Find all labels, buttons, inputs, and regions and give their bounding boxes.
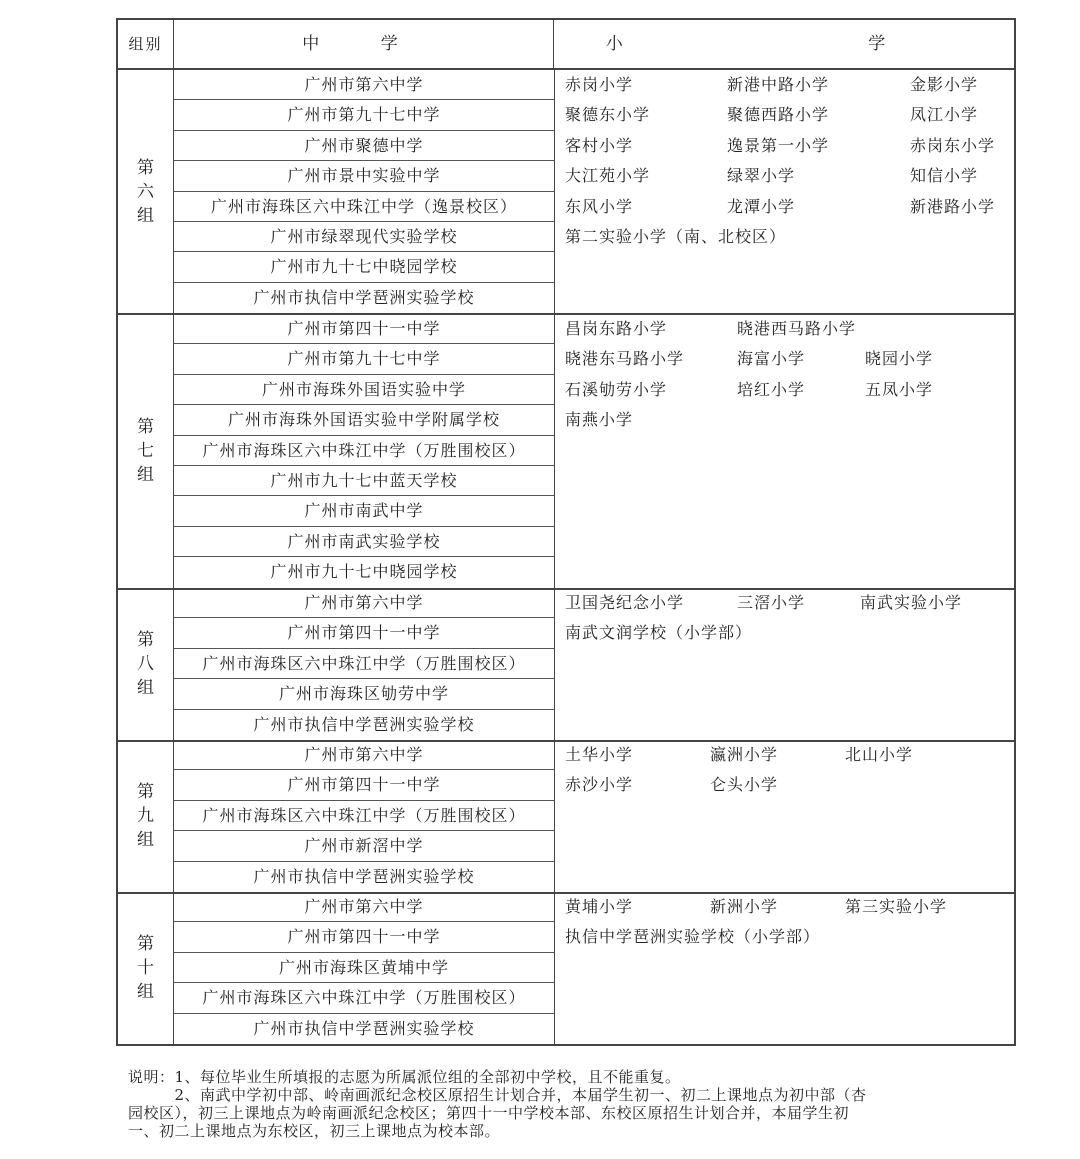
- primary-school-list: [555, 314, 1014, 588]
- note-line: 园校区），初三上课地点为岭南画派纪念校区；第四十一中学校本部、东校区原招生计划合并，本届学生初: [128, 1104, 850, 1122]
- primary-school-row: [555, 161, 1014, 191]
- primary-school: 昌岗东路小学: [565, 319, 668, 338]
- primary-school: 南武文润学校（小学部）: [565, 623, 753, 643]
- note-line: 说明：1、每位毕业生所填报的志愿为所属派位组的全部初中学校，且不能重复。: [128, 1068, 681, 1086]
- group-label-char: 八: [137, 654, 154, 674]
- group-label-char: 组: [137, 982, 154, 1002]
- primary-school-row: [555, 100, 1014, 130]
- primary-school: 海富小学: [737, 349, 806, 369]
- primary-school: 新港路小学: [910, 196, 996, 216]
- middle-school-row: 广州市海珠区六中珠江中学（万胜围校区）: [174, 801, 554, 831]
- primary-school: 龙潭小学: [727, 196, 796, 216]
- middle-school-list: [173, 892, 555, 1044]
- group-block: [116, 740, 1016, 894]
- group-label-char: 第: [137, 416, 154, 437]
- group-label-char: 七: [137, 440, 154, 461]
- middle-school-row: 广州市海珠区六中珠江中学（万胜围校区）: [174, 983, 554, 1013]
- middle-school-list: [173, 588, 555, 740]
- middle-school-row: 广州市海珠区黄埔中学: [174, 953, 554, 983]
- primary-school-row: [555, 344, 1014, 374]
- middle-school-row: 广州市南武实验学校: [174, 527, 554, 557]
- group-label-char: 组: [137, 830, 154, 850]
- primary-school: 南武实验小学: [860, 593, 963, 612]
- middle-school-row: 广州市海珠区六中珠江中学（逸景校区）: [174, 192, 554, 222]
- primary-school-row: [555, 740, 1014, 770]
- middle-school-row: 广州市执信中学琶洲实验学校: [253, 866, 475, 886]
- primary-school: 聚德东小学: [565, 105, 651, 125]
- primary-school: 执信中学琶洲实验学校（小学部）: [565, 927, 821, 947]
- table-header: [116, 18, 1016, 70]
- middle-school-row: 广州市第九十七中学: [174, 344, 554, 374]
- primary-school-row: [555, 192, 1014, 222]
- group-label-char: 组: [137, 678, 154, 698]
- primary-school: 三滘小学: [737, 593, 806, 612]
- note-line: 一、初二上课地点为东校区，初三上课地点为校本部。: [128, 1122, 501, 1140]
- middle-school-row: 广州市第六中学: [174, 892, 554, 922]
- group-label: [118, 314, 173, 588]
- primary-school-row: [555, 131, 1014, 161]
- middle-school-row: 广州市第四十一中学: [174, 314, 554, 344]
- primary-school: 聚德西路小学: [727, 105, 830, 125]
- primary-school-row: [555, 70, 1014, 100]
- middle-school-row: 广州市海珠区劬劳中学: [174, 679, 554, 709]
- primary-school-list: [555, 588, 1014, 740]
- primary-school: 赤岗东小学: [910, 135, 996, 155]
- middle-school-row: 广州市执信中学琶洲实验学校: [253, 1018, 475, 1038]
- primary-school-list: [555, 70, 1014, 313]
- middle-school-row: 广州市第六中学: [174, 588, 554, 618]
- primary-school-row: [555, 588, 1014, 618]
- middle-school-row: 广州市南武中学: [174, 496, 554, 526]
- group-label-char: 第: [137, 782, 154, 802]
- primary-school: 晓港西马路小学: [737, 319, 857, 338]
- middle-school-row: 广州市景中实验中学: [174, 161, 554, 191]
- group-label: [118, 892, 173, 1044]
- middle-school-list: [173, 740, 555, 892]
- middle-school-row: 广州市第六中学: [174, 740, 554, 770]
- primary-school: 新洲小学: [710, 897, 779, 916]
- primary-school-row: [555, 892, 1014, 922]
- middle-school-row: 广州市第九十七中学: [174, 100, 554, 130]
- note: [128, 1068, 998, 1140]
- group-block: [116, 314, 1016, 590]
- primary-school: 晓园小学: [865, 349, 934, 369]
- primary-school-row: [555, 222, 1014, 252]
- middle-school-row: 广州市第四十一中学: [174, 922, 554, 952]
- primary-school-list: [555, 740, 1014, 892]
- middle-school-row: 广州市海珠区六中珠江中学（万胜围校区）: [174, 436, 554, 466]
- middle-school-row: 广州市新滘中学: [174, 831, 554, 861]
- primary-school-row: [555, 618, 1014, 648]
- primary-school-row: [555, 770, 1014, 800]
- primary-school-row: [555, 922, 1014, 952]
- primary-school: 客村小学: [565, 135, 634, 155]
- header-primary: 小 学: [553, 20, 1017, 68]
- middle-school-row: 广州市九十七中蓝天学校: [174, 466, 554, 496]
- note-line: 2、南武中学初中部、岭南画派纪念校区原招生计划合并，本届学生初一、初二上课地点为初中部（杏: [128, 1086, 867, 1104]
- primary-school: 仑头小学: [710, 775, 779, 795]
- group-label-char: 第: [137, 934, 154, 954]
- primary-school: 第三实验小学: [845, 897, 948, 916]
- group-block: [116, 588, 1016, 742]
- middle-school-list: [173, 70, 555, 313]
- primary-school: 新港中路小学: [727, 75, 830, 94]
- primary-school: 培红小学: [737, 379, 806, 399]
- primary-school-row: [555, 314, 1014, 344]
- group-label-char: 第: [137, 630, 154, 650]
- middle-school-row: 广州市九十七中晓园学校: [174, 252, 554, 282]
- middle-school-row: 广州市聚德中学: [174, 131, 554, 161]
- primary-school-row: [555, 405, 1014, 435]
- primary-school: 赤岗小学: [565, 75, 634, 94]
- middle-school-row: 广州市绿翠现代实验学校: [174, 222, 554, 252]
- middle-school-row: 广州市第六中学: [174, 70, 554, 100]
- primary-school: 石溪劬劳小学: [565, 379, 668, 399]
- group-label: [118, 740, 173, 892]
- header-middle: 中 学: [173, 20, 554, 68]
- group-label: [118, 70, 173, 313]
- primary-school: 北山小学: [845, 745, 914, 764]
- primary-school: 瀛洲小学: [710, 745, 779, 764]
- primary-school: 东风小学: [565, 196, 634, 216]
- primary-school-row: [555, 375, 1014, 405]
- primary-school: 知信小学: [910, 166, 979, 186]
- header-group: 组别: [128, 35, 163, 53]
- primary-school: 第二实验小学（南、北校区）: [565, 226, 787, 246]
- group-label-char: 组: [137, 464, 154, 485]
- group-label-char: 九: [137, 806, 154, 826]
- group-label-char: 第: [137, 157, 154, 178]
- group-label-char: 六: [137, 181, 154, 202]
- primary-school: 晓港东马路小学: [565, 349, 685, 369]
- middle-school-row: 广州市海珠区六中珠江中学（万胜围校区）: [174, 649, 554, 679]
- primary-school: 绿翠小学: [727, 166, 796, 186]
- group-block: [116, 892, 1016, 1046]
- group-block: [116, 70, 1016, 315]
- primary-school: 五凤小学: [865, 379, 934, 399]
- group-label-char: 十: [137, 958, 154, 978]
- primary-school-list: [555, 892, 1014, 1044]
- primary-school: 凤江小学: [910, 105, 979, 125]
- primary-school: 卫国尧纪念小学: [565, 593, 685, 612]
- primary-school: 逸景第一小学: [727, 135, 830, 155]
- primary-school: 土华小学: [565, 745, 634, 764]
- primary-school: 金影小学: [910, 75, 979, 94]
- primary-school: 赤沙小学: [565, 775, 634, 795]
- middle-school-list: [173, 314, 555, 588]
- group-label-char: 组: [137, 205, 154, 226]
- middle-school-row: 广州市执信中学琶洲实验学校: [253, 287, 475, 307]
- primary-school: 大江苑小学: [565, 166, 651, 186]
- middle-school-row: 广州市执信中学琶洲实验学校: [253, 714, 475, 734]
- middle-school-row: 广州市海珠外国语实验中学: [174, 375, 554, 405]
- middle-school-row: 广州市第四十一中学: [174, 618, 554, 648]
- primary-school: 黄埔小学: [565, 897, 634, 916]
- middle-school-row: 广州市海珠外国语实验中学附属学校: [174, 405, 554, 435]
- primary-school: 南燕小学: [565, 410, 634, 430]
- group-label: [118, 588, 173, 740]
- middle-school-row: 广州市九十七中晓园学校: [270, 562, 458, 582]
- middle-school-row: 广州市第四十一中学: [174, 770, 554, 800]
